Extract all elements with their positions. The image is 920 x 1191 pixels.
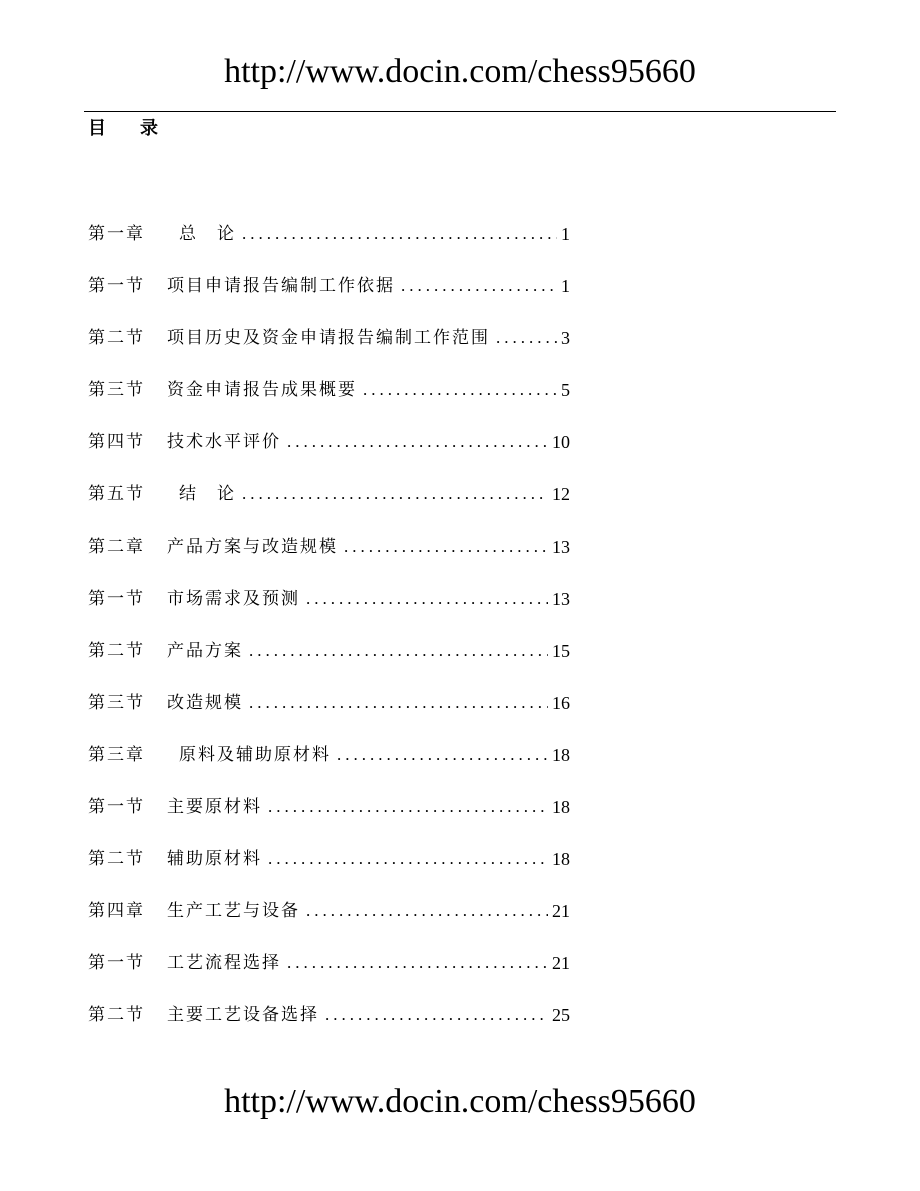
toc-leader-dots bbox=[242, 480, 548, 508]
toc-entry-page: 18 bbox=[552, 797, 570, 818]
toc-entry-page: 16 bbox=[552, 692, 570, 713]
toc-entry-title: 技术水平评价 bbox=[167, 432, 281, 453]
toc-leader-dots bbox=[401, 272, 557, 300]
toc-entry-title: 项目历史及资金申请报告编制工作范围 bbox=[167, 328, 490, 349]
toc-entry-title: 主要工艺设备选择 bbox=[167, 1005, 319, 1026]
toc-leader-dots bbox=[287, 949, 548, 977]
toc-entry-page: 13 bbox=[552, 536, 570, 557]
toc-entry-page: 15 bbox=[552, 640, 570, 661]
toc-entry[interactable] bbox=[88, 428, 570, 480]
toc-entry[interactable] bbox=[88, 949, 570, 1001]
toc-leader-dots bbox=[242, 220, 557, 248]
toc-leader-dots bbox=[287, 428, 548, 456]
toc-entry-page: 13 bbox=[552, 588, 570, 609]
toc-leader-dots bbox=[249, 637, 548, 665]
toc-entry-title: 辅助原材料 bbox=[167, 849, 262, 870]
toc-entry-title: 改造规模 bbox=[167, 692, 243, 713]
toc-entry-title: 产品方案与改造规模 bbox=[167, 536, 338, 557]
toc-entry-label: 第二节 bbox=[88, 328, 145, 349]
toc-title: 目录 bbox=[88, 118, 192, 139]
header-url: http://www.docin.com/chess95660 bbox=[224, 53, 696, 90]
toc-entry-title: 工艺流程选择 bbox=[167, 953, 281, 974]
toc-entry-page: 10 bbox=[552, 432, 570, 453]
toc-entry-page: 21 bbox=[552, 901, 570, 922]
table-of-contents bbox=[88, 220, 570, 1054]
toc-entry-label: 第二节 bbox=[88, 640, 145, 661]
toc-entry-title: 资金申请报告成果概要 bbox=[167, 380, 357, 401]
toc-entry[interactable] bbox=[88, 741, 570, 793]
toc-entry-label: 第一节 bbox=[88, 276, 145, 297]
toc-entry[interactable] bbox=[88, 689, 570, 741]
toc-entry-label: 第一节 bbox=[88, 953, 145, 974]
toc-entry-page: 21 bbox=[552, 953, 570, 974]
toc-entry[interactable] bbox=[88, 1001, 570, 1053]
toc-entry-label: 第二节 bbox=[88, 1005, 145, 1026]
toc-entry[interactable] bbox=[88, 845, 570, 897]
toc-entry-label: 第三节 bbox=[88, 692, 145, 713]
header-rule bbox=[84, 111, 836, 112]
toc-entry-page: 18 bbox=[552, 849, 570, 870]
toc-leader-dots bbox=[337, 741, 548, 769]
toc-entry-page: 12 bbox=[552, 484, 570, 505]
toc-entry-label: 第一章 bbox=[88, 224, 145, 244]
toc-entry[interactable] bbox=[88, 376, 570, 428]
toc-entry[interactable] bbox=[88, 897, 570, 949]
toc-entry-label: 第四节 bbox=[88, 432, 145, 453]
toc-entry-label: 第三章 bbox=[88, 744, 145, 765]
toc-entry[interactable] bbox=[88, 533, 570, 585]
toc-entry-label: 第一节 bbox=[88, 588, 145, 609]
toc-entry-page: 1 bbox=[561, 276, 570, 297]
toc-entry[interactable] bbox=[88, 272, 570, 324]
toc-entry[interactable] bbox=[88, 793, 570, 845]
toc-leader-dots bbox=[325, 1001, 548, 1029]
toc-entry-page: 3 bbox=[561, 328, 570, 349]
toc-leader-dots bbox=[268, 845, 548, 873]
toc-entry[interactable] bbox=[88, 324, 570, 376]
toc-entry-title: 项目申请报告编制工作依据 bbox=[167, 276, 395, 297]
toc-entry-title: 市场需求及预测 bbox=[167, 588, 300, 609]
toc-leader-dots bbox=[306, 897, 548, 925]
toc-leader-dots bbox=[363, 376, 557, 404]
toc-entry[interactable] bbox=[88, 480, 570, 532]
toc-entry-title: 生产工艺与设备 bbox=[167, 901, 300, 922]
toc-leader-dots bbox=[249, 689, 548, 717]
toc-entry[interactable] bbox=[88, 220, 570, 272]
toc-entry-page: 25 bbox=[552, 1005, 570, 1026]
toc-entry[interactable] bbox=[88, 585, 570, 637]
toc-entry-label: 第一节 bbox=[88, 797, 145, 818]
toc-entry-title: 总 论 bbox=[179, 224, 236, 244]
toc-entry-label: 第三节 bbox=[88, 380, 145, 401]
toc-entry-title: 主要原材料 bbox=[167, 797, 262, 818]
toc-entry-page: 5 bbox=[561, 380, 570, 401]
toc-entry-title: 产品方案 bbox=[167, 640, 243, 661]
toc-entry[interactable] bbox=[88, 637, 570, 689]
toc-leader-dots bbox=[268, 793, 548, 821]
toc-entry-label: 第二节 bbox=[88, 849, 145, 870]
toc-entry-label: 第二章 bbox=[88, 536, 145, 557]
toc-entry-page: 18 bbox=[552, 744, 570, 765]
toc-entry-page: 1 bbox=[561, 224, 570, 244]
toc-entry-title: 结 论 bbox=[179, 484, 236, 505]
toc-entry-label: 第四章 bbox=[88, 901, 145, 922]
footer-url: http://www.docin.com/chess95660 bbox=[224, 1083, 696, 1120]
toc-leader-dots bbox=[496, 324, 557, 352]
toc-entry-label: 第五节 bbox=[88, 484, 145, 505]
toc-leader-dots bbox=[306, 585, 548, 613]
toc-leader-dots bbox=[344, 533, 548, 561]
toc-entry-title: 原料及辅助原材料 bbox=[179, 744, 331, 765]
